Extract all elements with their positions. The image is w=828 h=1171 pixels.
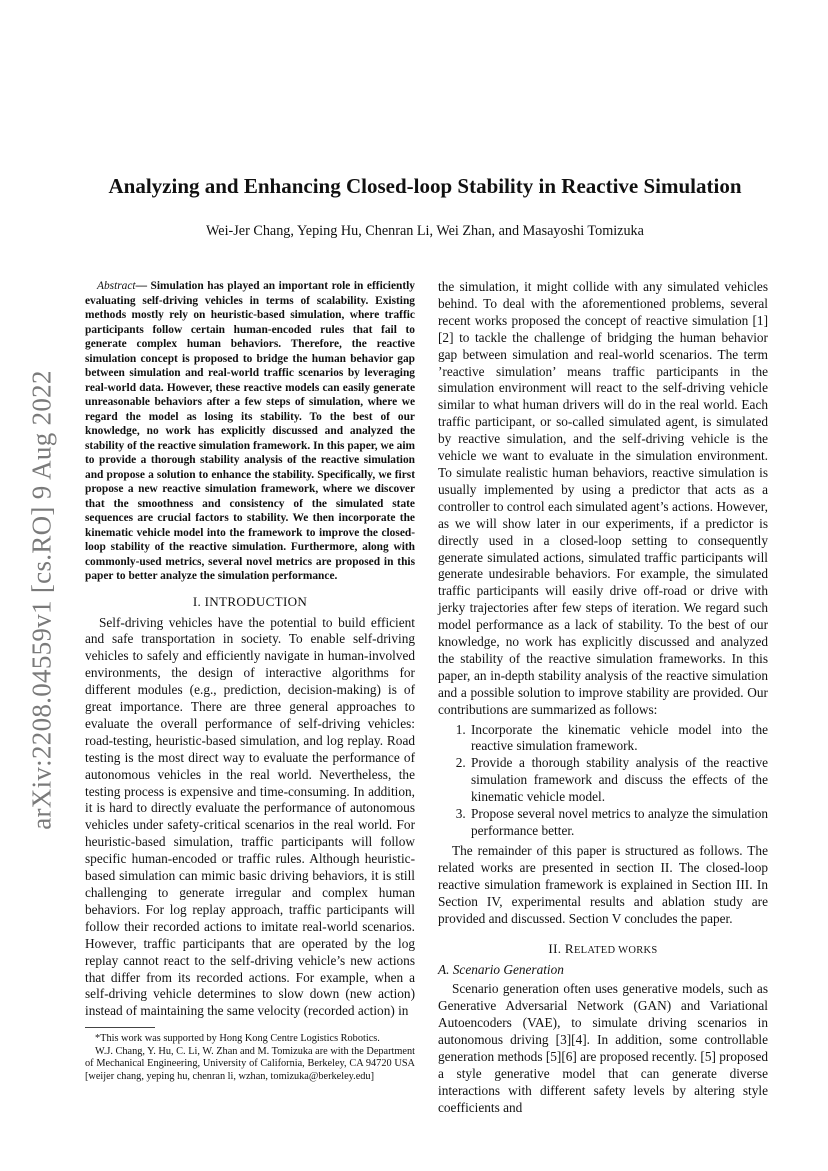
author-list: Wei-Jer Chang, Yeping Hu, Chenran Li, Wei Zhan, and Masayoshi Tomizuka — [206, 223, 644, 239]
abstract-label: Abstract — [97, 280, 136, 292]
intro-paragraph: Self-driving vehicles have the potential to build efficient and safe transportation in society. To enable self-driving vehicles to safely and efficiently navigate in human-involved environments, the design of interactive algorithms for different modules (e.g., prediction, decision-making) is of great importance. There are three general approaches to evaluate the overall performance of self-driving vehicles: road-testing, heuristic-based simulation, and log replay. Road testing is the most direct way to evaluate the performance of autonomous vehicles in the real world. Nevertheless, the testing process is expensive and time-consuming. In addition, it is hard to directly evaluate the performance of autonomous vehicles under safety-critical scenarios in the real world. For heuristic-based simulation, traffic participants will follow specific human-encoded or traffic rules. Although heuristic-based simulation can mimic basic driving behaviors, it is still challenging to generate irregular and complex human behaviors. For log replay approach, traffic participants will follow their recorded actions to imitate real-world scenarios. However, traffic participants that are operated by the log replay cannot react to the self-driving vehicle’s new actions that differ from its recorded actions. For example, when a self-driving vehicle determines to slow down (new action) instead of maintaining the same velocity (recorded action) in — [85, 614, 415, 1019]
scenario-generation-paragraph: Scenario generation often uses generative models, such as Generative Adversarial Network (GAN) and Variational Autoencoders (VAE), to simulate driving scenarios in autonomous driving [3][4]. In addition, some controllable generation methods [5][6] are proposed recently. [5] proposed a style generative model that can generate diverse interactions with different safety levels by altering style coefficients and — [438, 981, 768, 1115]
arxiv-sidebar — [22, 360, 62, 840]
abstract — [85, 279, 415, 584]
related-heading-num: II. R — [548, 941, 574, 957]
intro-paragraph-continued: the simulation, it might collide with any simulated vehicles behind. To deal with the aforementioned problems, several recent works proposed the concept of reactive simulation [1][2] to tackle the challenge of bridging the human behavior gap between simulation and real-world scenarios. The term ’reactive simulation’ means traffic participants in the simulation environment will react to the self-driving vehicle similar to what human drivers will do in the real world. Each traffic participant, or so-called simulated agent, is simulated by reactive simulation, and the self-driving vehicle is the vehicle we want to evaluate in the simulation environment. To simulate realistic human behaviors, reactive simulation is usually implemented by using a predictor that acts as a controller to control each simulated agent’s actions. However, as we will show later in our experiments, if a predictor is directly used in a closed-loop setting to consequently generate simulated actions, simulated traffic participants will generate undesirable behaviors. For example, the simulated traffic participants will easily drive off-road or drive with jerky trajectories after few steps of iteration. We regard such model performance as a lack of stability. To the best of our knowledge, no work has explicitly discussed and analyzed the stability of the reactive simulation frameworks. In this paper, an in-depth stability analysis of the reactive simulation and a possible solution to improve stability are provided. Our contributions are summarized as follows: — [438, 279, 768, 717]
section-heading-related-works — [438, 941, 768, 957]
abstract-text: — Simulation has played an important role in efficiently evaluating self-driving vehicles in terms of scalability. Existing methods mostly rely on heuristic-based simulation, where traffic participants follow certain human-encoded rules that fail to generate complex human behaviors. Therefore, the reactive simulation concept is proposed to bridge the human behavior gap between simulation and real-world traffic scenarios by leveraging real-world data. However, these reactive models can easily generate unreasonable behaviors after a few steps of simulation, where we regard the model as losing its stability. To the best of our knowledge, no work has explicitly discussed and analyzed the stability of the reactive simulation framework. In this paper, we aim to provide a thorough stability analysis of the reactive simulation and propose a solution to enhance the stability. Specifically, we first propose a new reactive simulation framework, where we discover that the smoothness and consistency of the simulated state sequences are crucial factors to stability. We then incorporate the kinematic vehicle model into the framework to improve the closed-loop stability of the reactive simulation. Furthermore, along with commonly-used metrics, several novel metrics are proposed in this paper to better analyze the simulation performance. — [85, 280, 415, 582]
related-heading-rest: ELATED WORKS — [573, 945, 658, 957]
subsection-heading-scenario-generation: A. Scenario Generation — [438, 962, 564, 978]
footnote-affiliation: W.J. Chang, Y. Hu, C. Li, W. Zhan and M. Tomizuka are with the Department of Mechanical Engineering, University of California, Berkeley, CA 94720 USA [weijer chang, yeping hu, chenran li, wzhan, tomizuka@berkeley.edu] — [85, 1045, 415, 1082]
footnote — [85, 1033, 415, 1083]
left-column — [85, 279, 415, 1020]
arxiv-identifier: arXiv:2208.04559v1 [cs.RO] 9 Aug 2022 — [26, 370, 57, 830]
list-item: 1. Incorporate the kinematic vehicle model into the reactive simulation framework. — [469, 722, 768, 756]
footnote-funding: *This work was supported by Hong Kong Centre Logistics Robotics. — [95, 1033, 380, 1044]
right-column — [438, 279, 768, 1117]
footnote-rule — [85, 1027, 155, 1028]
list-item: 3. Propose several novel metrics to analyze the simulation performance better. — [469, 806, 768, 840]
contribution-list — [438, 722, 768, 840]
paper-title: Analyzing and Enhancing Closed-loop Stability in Reactive Simulation — [108, 174, 742, 198]
section-heading-introduction: I. INTRODUCTION — [192, 593, 308, 609]
list-item: 2. Provide a thorough stability analysis of the reactive simulation framework and discuss the effects of the kinematic vehicle model. — [469, 755, 768, 806]
structure-paragraph: The remainder of this paper is structured as follows. The related works are presented in section II. The closed-loop reactive simulation framework is explained in Section III. In Section IV, experimental results and ablation study are provided and discussed. Section V concludes the paper. — [438, 842, 768, 926]
